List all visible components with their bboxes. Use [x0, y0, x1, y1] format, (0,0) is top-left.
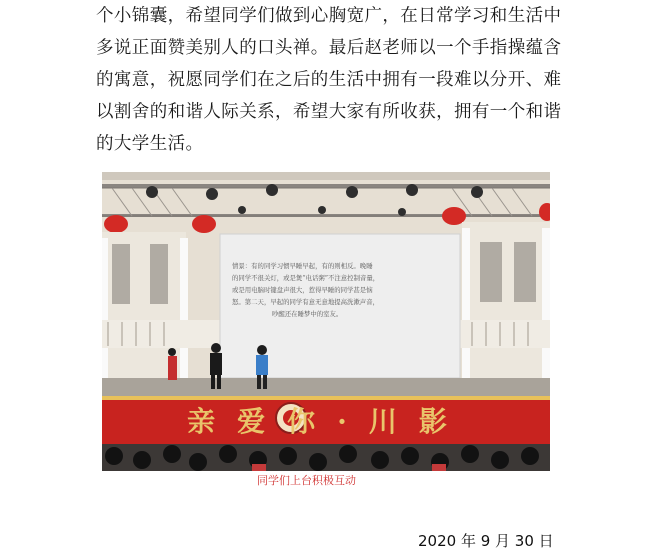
paragraph-line: 的大学生活。: [96, 134, 204, 154]
paragraph-line: 以割舍的和谐人际关系，希望大家有所收获，拥有一个和谐: [96, 102, 562, 122]
led-screen-text: [232, 260, 452, 320]
stage-banner-text: 亲爱你·川影: [187, 405, 469, 438]
article-paragraph: [96, 0, 566, 160]
event-photo: [102, 172, 550, 471]
screen-line: 怒。第二天，早起的同学有意无意地提高洗漱声音，: [232, 298, 379, 306]
screen-line: 情景：有的同学习惯早睡早起，有的则相反。晚睡: [232, 262, 373, 270]
screen-line: 的同学不很关灯，或是煲“电话粥”不注意控制音量，: [232, 274, 380, 282]
screen-line: 吵醒还在睡梦中的室友。: [272, 310, 343, 318]
screen-line: 或是用电脑时键盘声很大，惹得早睡的同学甚是恼: [232, 286, 373, 294]
photo-caption: 同学们上台积极互动: [257, 474, 356, 487]
paragraph-line: 的寓意，祝愿同学们在之后的生活中拥有一段难以分开、难: [96, 70, 562, 90]
paragraph-line: 多说正面赞美别人的口头禅。最后赵老师以一个手指操蕴含: [96, 38, 562, 58]
paragraph-line: 个小锦囊，希望同学们做到心胸宽广，在日常学习和生活中: [96, 6, 562, 26]
article-date: 2020 年 9 月 30 日: [418, 532, 554, 550]
